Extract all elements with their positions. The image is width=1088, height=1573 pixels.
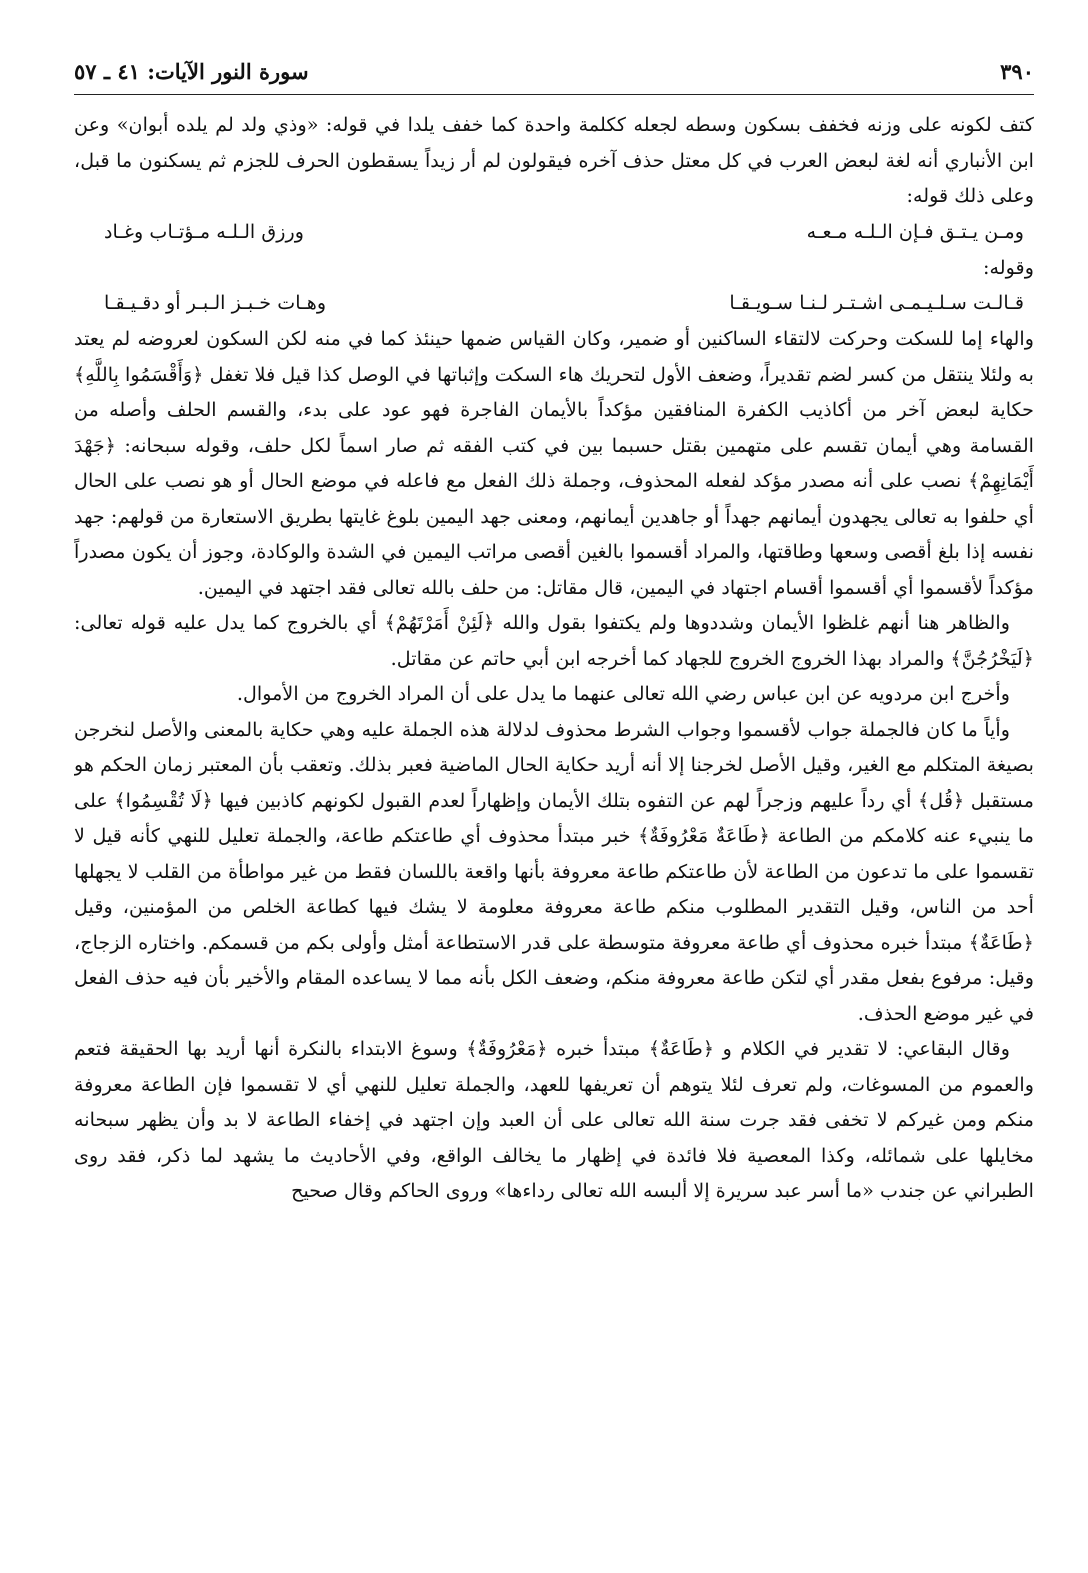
paragraph: والهاء إما للسكت وحركت لالتقاء الساكنين أو ضمير، وكان القياس ضمها حينئذ كما في منه لكن السكون لعروضه لم يعتد به ولئلا ينتقل من كسر لضم تقديراً، وضعف الأول لتحريك هاء السكت وإثباتها في الوصل كذا قيل فلا تغفل ﴿وَأَقْسَمُوا بِاللَّهِ﴾ حكاية لبعض آخر من أكاذيب الكفرة المنافقين مؤكداً بالأيمان الفاجرة فهو عود على بدء، والقسم الحلف وأصله من القسامة وهي أيمان تقسم على متهمين بقتل حسبما بين في كتب الفقه ثم صار اسماً لكل حلف، وقوله سبحانه: ﴿جَهْدَ أَيْمَانِهِمْ﴾ نصب على أنه مصدر مؤكد لفعله المحذوف، وجملة ذلك الفعل مع فاعله في موضع الحال أو هو نصب على الحال أي حلفوا به تعالى يجهدون أيمانهم جهداً أو جاهدين أيمانهم، ومعنى جهد اليمين بلوغ غايتها بطريق الاستعارة من قولهم: جهد نفسه إذا بلغ أقصى وسعها وطاقتها، والمراد أقسموا بالغين أقصى مراتب اليمين في الشدة والوكادة، وجوز أن يكون مصدراً مؤكداً لأقسموا أي أقسموا أقسام اجتهاد في اليمين، قال مقاتل: من حلف بالله تعالى فقد اجتهد في اليمين. [74, 327, 1034, 599]
paragraph: والظاهر هنا أنهم غلظوا الأيمان وشددوها ولم يكتفوا بقول والله ﴿لَئِنْ أَمَرْتَهُمْ﴾ أي بالخروج كما يدل عليه قوله تعالى: ﴿لَيَخْرُجُنَّ﴾ والمراد بهذا الخروج الخروج للجهاد كما أخرجه ابن أبي حاتم عن مقاتل. [74, 611, 1034, 670]
verse-1-second-hemistich: ورزق الـلـه مـؤتـاب وغـاد [104, 219, 305, 243]
verse-2-first-hemistich: قـالـت سـلـيـمـى اشـتـر لـنـا سـويـقـا [729, 291, 1024, 314]
verse-label: وقوله: [983, 255, 1034, 279]
book-page [74, 56, 1034, 1556]
poem-verse-2 [74, 285, 1034, 321]
paragraph: وأخرج ابن مردويه عن ابن عباس رضي الله تعالى عنهما ما يدل على أن المراد الخروج من الأموال. [236, 682, 1010, 705]
page-header [74, 56, 1034, 95]
page-number: ٣٩٠ [1000, 59, 1034, 84]
paragraph: وقال البقاعي: لا تقدير في الكلام و ﴿طَاعَةٌ﴾ مبتدأ خبره ﴿مَعْرُوفَةٌ﴾ وسوغ الابتداء بالنكرة أنها أريد بها الحقيقة فتعم والعموم من المسوغات، ولم تعرف لئلا يتوهم أن تعريفها للعهد، والجملة تعليل للنهي أي لا تقسموا فإن الطاعة معروفة منكم ومن غيركم لا تخفى فقد جرت سنة الله تعالى على أن العبد وإن اجتهد في إخفاء الطاعة لا بد وأن يظهر سبحانه مخايلها على شمائله، وكذا المعصية فلا فائدة في إظهار ما يخالف الواقع، وفي الأحاديث ما يشهد لما ذكر، فقد روى الطبراني عن جندب «ما أسر عبد سريرة إلا ألبسه الله تعالى رداءها» وروى الحاكم وقال صحيح [74, 1037, 1034, 1202]
body-text [74, 107, 1034, 1209]
poem-verse-1 [74, 214, 1034, 250]
verse-1-first-hemistich: ومـن يـتـق فـإن الـلـه مـعـه [806, 219, 1024, 243]
verse-2-second-hemistich: وهـات خـبـز الـبـر أو دقـيـقـا [104, 291, 327, 314]
running-title: سورة النور الآيات: ٤١ ـ ٥٧ [74, 59, 309, 84]
paragraph: وأياً ما كان فالجملة جواب لأقسموا وجواب الشرط محذوف لدلالة هذه الجملة عليه وهي حكاية بالمعنى والأصل لنخرجن بصيغة المتكلم مع الغير، وقيل الأصل لخرجنا إلا أنه أريد حكاية الحال الماضية فعبر بذلك. وتعقب بأن المعتبر زمان الحكم هو مستقبل ﴿قُل﴾ أي رداً عليهم وزجراً لهم عن التفوه بتلك الأيمان وإظهاراً لعدم القبول لكونهم كاذبين فيها ﴿لَا تُقْسِمُوا﴾ على ما ينبيء عنه كلامكم من الطاعة ﴿طَاعَةٌ مَعْرُوفَةٌ﴾ خبر مبتدأ محذوف أي طاعتكم طاعة، والجملة تعليل للنهي كأنه قيل لا تقسموا على ما تدعون من الطاعة لأن طاعتكم طاعة معروفة بأنها واقعة باللسان فقط من غير مواطأة من القلب لا يجهلها أحد من الناس، وقيل التقدير المطلوب منكم طاعة معروفة معلومة لا يشك فيها كطاعة الخلص من المؤمنين، وقيل ﴿طَاعَةٌ﴾ مبتدأ خبره محذوف أي طاعة معروفة متوسطة على قدر الاستطاعة أمثل وأولى بكم من قسمكم. واختاره الزجاج، وقيل: مرفوع بفعل مقدر أي لتكن طاعة معروفة منكم، وضعف الكل بأنه مما لا يساعده المقام والأخير بأن فيه حذف الفعل في غير موضع الحذف. [74, 717, 1034, 1025]
paragraph-intro: كتف لكونه على وزنه فخفف بسكون وسطه لجعله ككلمة واحدة كما خفف يلدا في قوله: «وذي ولد لم يلده أبوان» وعن ابن الأنباري أنه لغة لبعض العرب في كل معتل حذف آخره فيقولون لم أر زيداً يسقطون الحرف للجزم ثم يسكنون ما قبل، وعلى ذلك قوله: [74, 113, 1034, 207]
